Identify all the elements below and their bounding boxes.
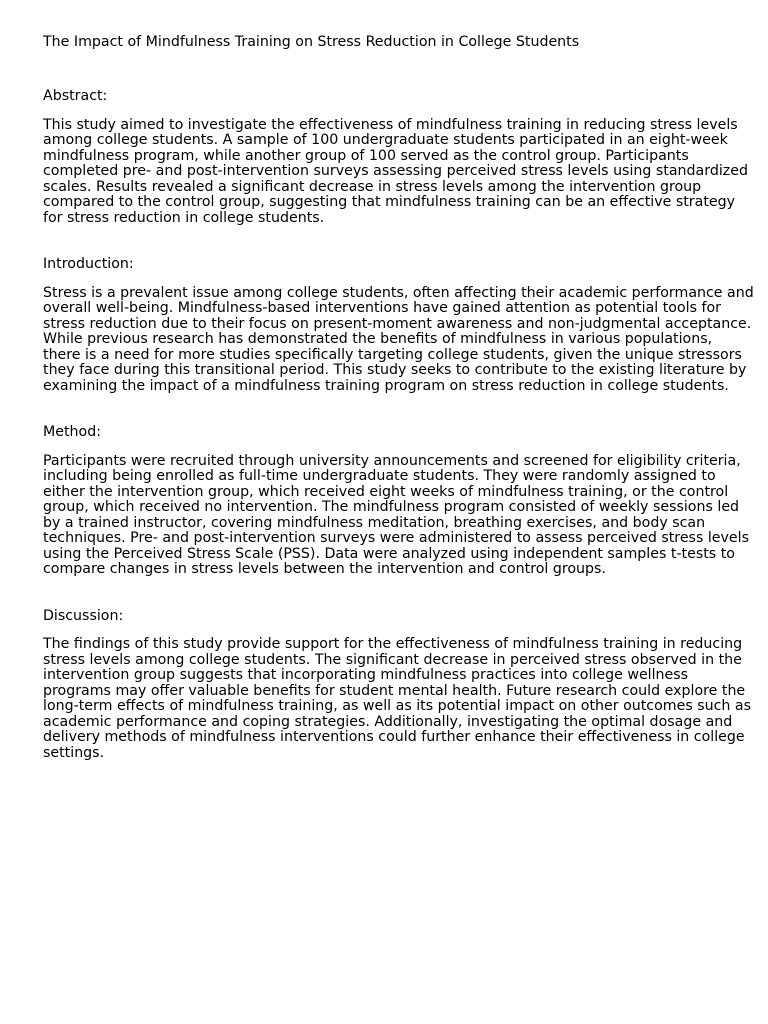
paragraph-line: completed pre- and post-intervention surveys assessing perceived stress levels using standardized [43,163,748,179]
paragraph-line: they face during this transitional period. This study seeks to contribute to the existing literature by [43,362,747,378]
spacer [43,441,727,454]
paragraph-line: programs may offer valuable benefits for student mental health. Future research could explore the [43,682,746,699]
paragraph-line: The findings of this study provide support for the effectiveness of mindfulness training in reducing [43,636,743,652]
paragraph-line: stress reduction due to their focus on present-moment awareness and non-judgmental acceptance. [43,315,752,332]
paragraph-line: group, which received no intervention. The mindfulness program consisted of weekly sessions led [43,499,740,515]
section-heading-abstract: Abstract: [43,88,108,104]
section-heading-introduction: Introduction: [43,256,134,272]
paragraph-line: among college students. A sample of 100 undergraduate students participated in an eight-week [43,132,728,148]
paragraph-line: mindfulness program, while another group of 100 served as the control group. Participants [43,147,689,164]
paragraph-line: settings. [43,744,105,761]
section-body-introduction [43,284,754,395]
paragraph-line: either the intervention group, which received eight weeks of mindfulness training, or the control [43,483,729,500]
paragraph-line: long-term effects of mindfulness training, as well as its potential impact on other outcomes such as [43,698,752,714]
spacer [43,51,727,89]
section-heading-discussion: Discussion: [43,607,124,624]
paragraph-line: This study aimed to investigate the effectiveness of mindfulness training in reducing stress levels [43,116,738,133]
paragraph-line: including being enrolled as full-time undergraduate students. They were randomly assigned to [43,468,716,484]
spacer [43,394,727,425]
section-body-abstract [43,116,748,227]
section-introduction [43,256,754,394]
section-abstract [43,88,748,226]
paragraph-line: Stress is a prevalent issue among college students, often affecting their academic performance and [43,284,754,301]
paragraph-line: techniques. Pre- and post-intervention surveys were administered to assess perceived stress levels [43,530,749,546]
document-page [43,33,754,761]
section-method [43,424,749,578]
paragraph-line: using the Perceived Stress Scale (PSS). Data were analyzed using independent samples t-tests to [43,545,735,562]
paragraph-line: compared to the control group, suggesting that mindfulness training can be an effective strategy [43,194,736,210]
section-body-method [43,452,749,578]
paragraph-line: While previous research has demonstrated the benefits of mindfulness in various populations, [43,331,713,347]
paragraph-line: delivery methods of mindfulness interventions could further enhance their effectiveness in college [43,729,745,745]
paragraph-line: there is a need for more studies specifically targeting college students, given the unique stressors [43,346,742,363]
paragraph-line: stress levels among college students. The significant decrease in perceived stress observed in the [43,651,742,668]
paragraph-line: scales. Results revealed a significant decrease in stress levels among the intervention group [43,178,702,195]
spacer [43,578,727,609]
paragraph-line: by a trained instructor, covering mindfulness meditation, breathing exercises, and body scan [43,514,706,531]
section-body-discussion [43,636,752,761]
spacer [43,105,727,118]
document-title: The Impact of Mindfulness Training on Stress Reduction in College Students [43,34,580,50]
paragraph-line: overall well-being. Mindfulness-based interventions have gained attention as potential tools for [43,300,721,316]
paragraph-line: Participants were recruited through university announcements and screened for eligibility criteria, [43,452,741,469]
paragraph-line: academic performance and coping strategies. Additionally, investigating the optimal dosage and [43,713,733,730]
spacer [43,226,727,257]
paragraph-line: compare changes in stress levels between the intervention and control groups. [43,561,606,577]
paragraph-line: intervention group suggests that incorporating mindfulness practices into college wellness [43,667,689,683]
paragraph-line: examining the impact of a mindfulness training program on stress reduction in college students. [43,377,729,394]
spacer [43,273,727,286]
section-heading-method: Method: [43,424,101,440]
paragraph-line: for stress reduction in college students. [43,209,325,226]
section-discussion [43,607,752,762]
